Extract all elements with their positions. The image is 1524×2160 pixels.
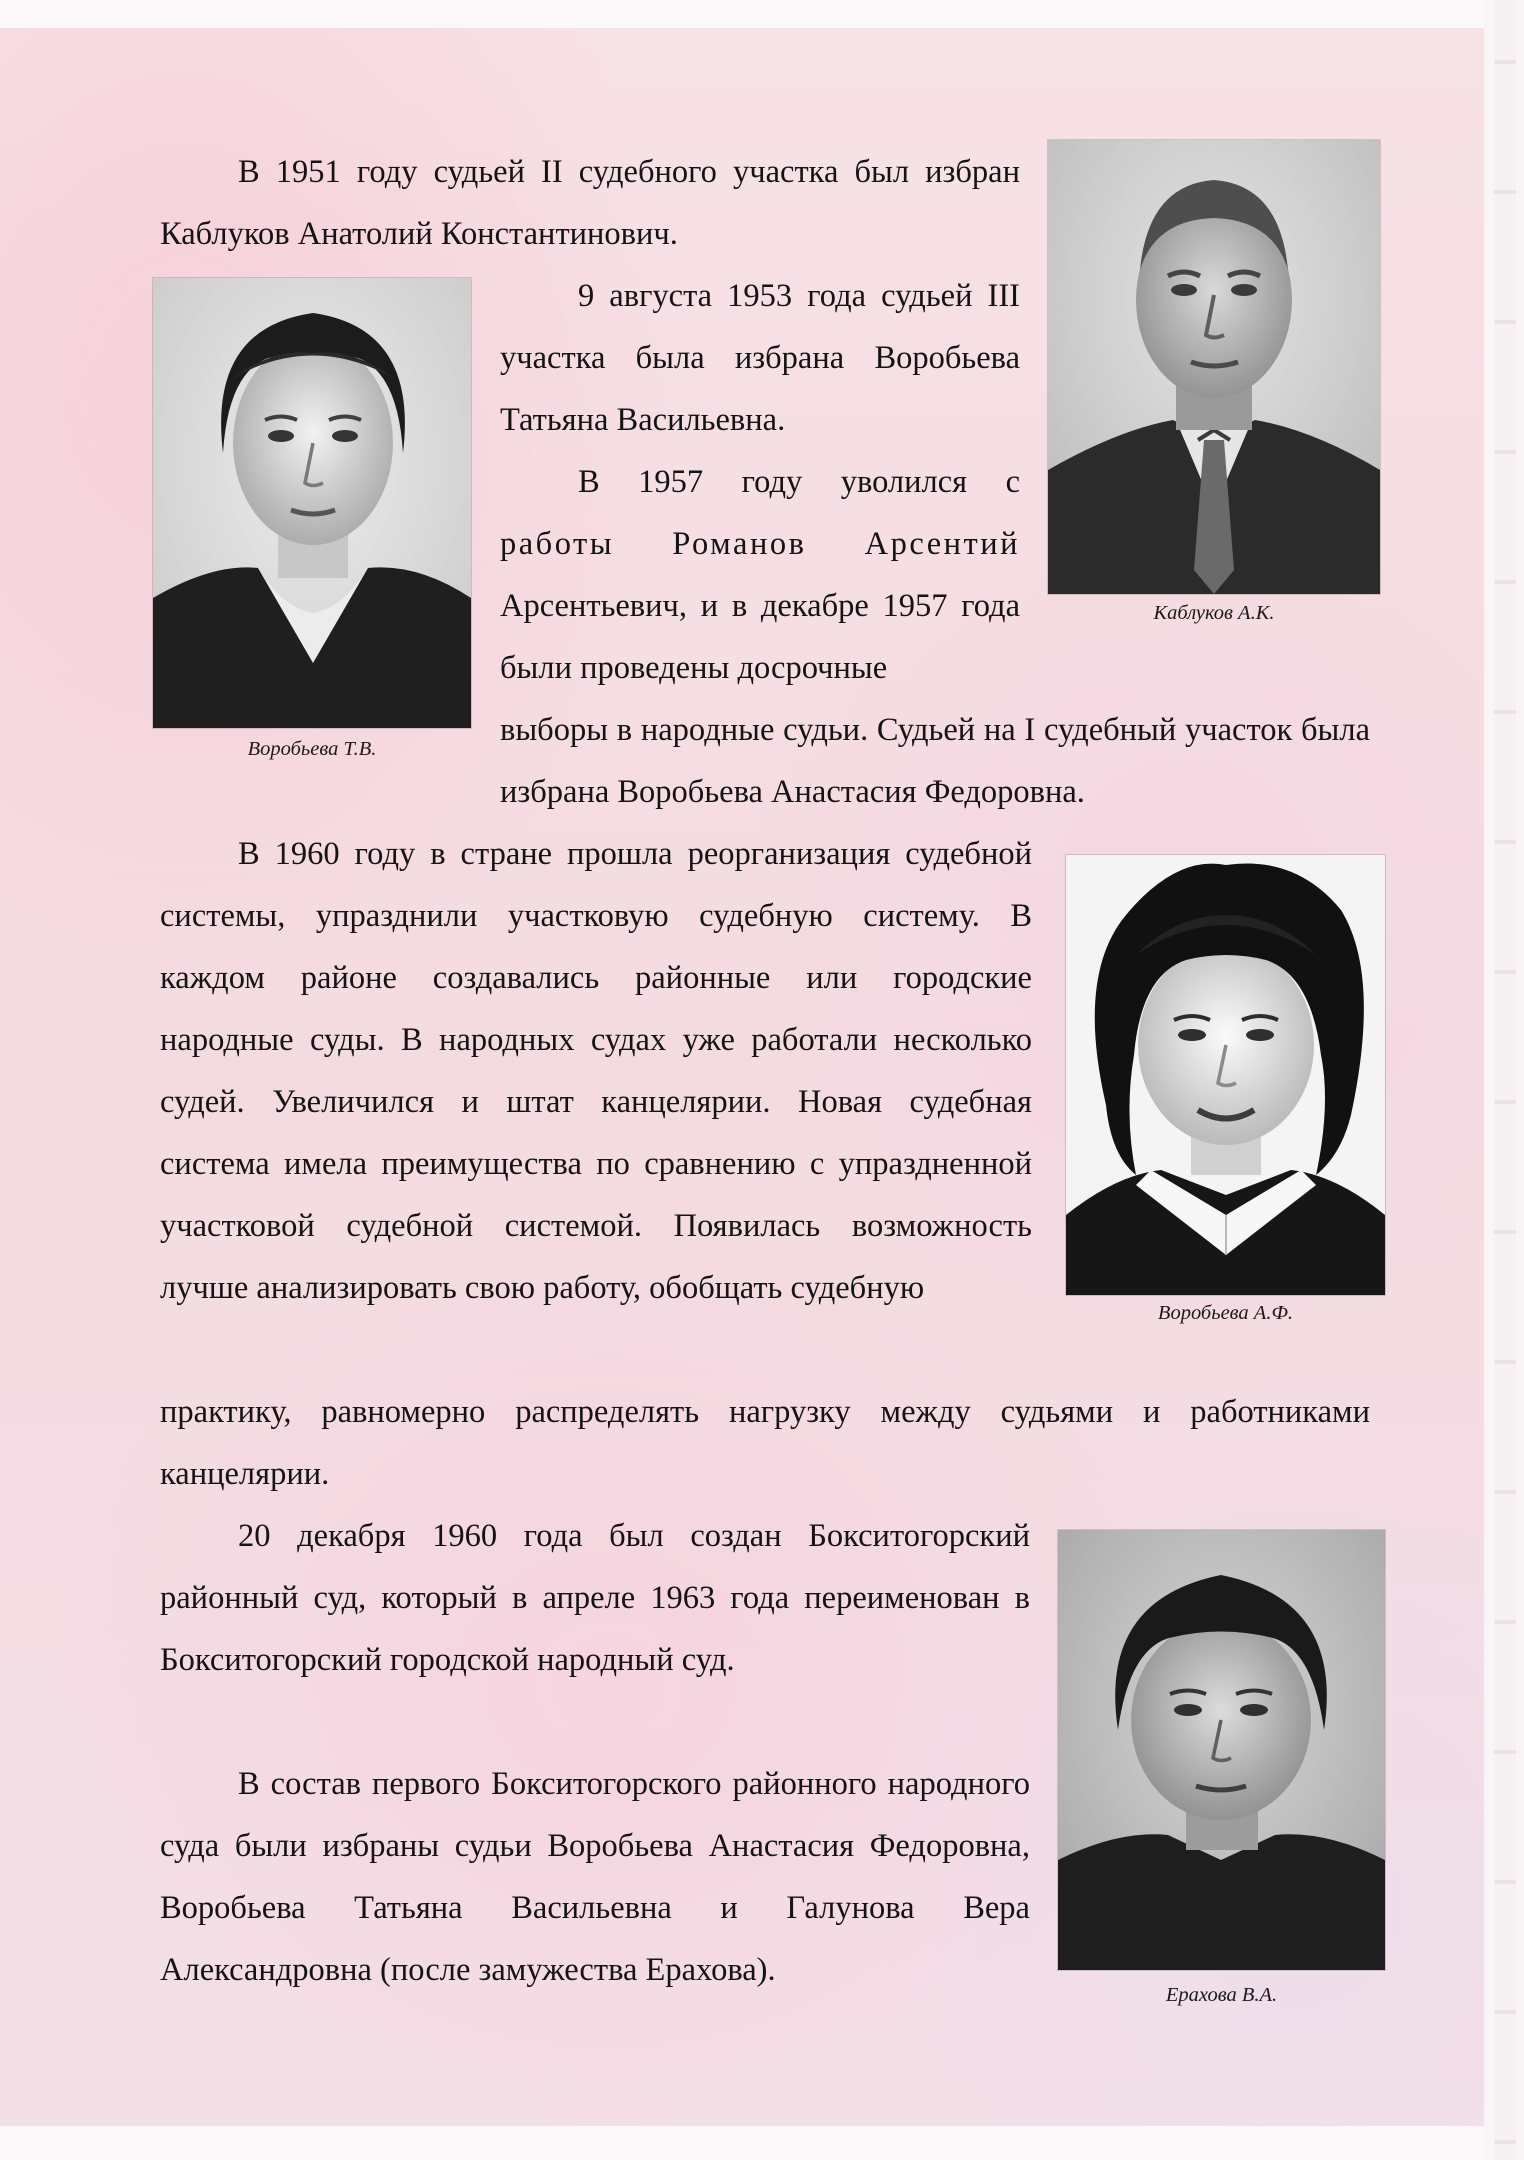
paragraph-text: В 1960 году в стране прошла реорганизация судебной системы, упразднили участковую судебную систему. В каждом районе создавались районные или городские народные суды. В народных судах уже работали несколько судей. Увеличился и штат канцелярии. Новая судебная система имела преимущества по сравнению с упраздненной участковой судебной системой. Появилась возможность лучше анализировать свою работу, обобщать судебную [160,836,1032,1306]
paragraph-1957-end [500,699,1370,823]
paragraph-court-composition [160,1753,1030,2001]
paragraph-text: практику, равномерно распределять нагрузку между судьями и работниками канцелярии. [160,1394,1370,1492]
portrait-woman-image [153,278,471,728]
paragraph-text: 9 августа 1953 года судьей III участка была избрана Воробьева Татьяна Васильевна. [500,278,1020,438]
paragraph-1951 [160,141,1020,265]
binding-strip [1494,0,1516,2160]
paragraph-1960-court [160,1505,1030,1691]
page-top-margin [0,0,1524,28]
caption-erakhova: Ерахова В.А. [1165,1984,1278,2006]
photo-vorobyova-af [1066,855,1385,1295]
portrait-woman-image [1058,1530,1385,1970]
photo-vorobyova-tv [153,278,471,728]
paragraph-1960-reorg [160,823,1032,1319]
photo-kablukov [1048,140,1380,594]
paragraph-text: 20 декабря 1960 года был создан Бокситогорский районный суд, который в апреле 1963 года переименован в Бокситогорский городской народный суд. [160,1518,1030,1678]
paragraph-text: В 1951 году судьей II судебного участка был избран Каблуков Анатолий Константинович. [160,154,1020,252]
paragraph-1953 [500,265,1020,451]
portrait-woman-image [1066,855,1385,1295]
page-bottom-margin [0,2126,1524,2160]
paragraph-1960-reorg-cont [160,1381,1370,1505]
paragraph-text: выборы в народные судьи. Судьей на I судебный участок была избрана Воробьева Анастасия Федоровна. [500,712,1370,810]
caption-kablukov: Каблуков А.К. [1153,602,1275,624]
paragraph-1957-cont [500,575,1040,699]
paragraph-text: В состав первого Бокситогорского районного народного суда были избраны судьи Воробьева Анастасия Федоровна, Воробьева Татьяна Васильевна и Галунова Вера Александровна (после замужества Ерахова). [160,1766,1030,1988]
paragraph-1957 [500,451,1020,575]
paragraph-text: Арсентьевич, и в декабре 1957 года были проведены досрочные [500,588,1020,686]
caption-vorobyova-tv: Воробьева Т.В. [247,738,377,760]
paragraph-text: В 1957 году уволился с [578,464,1020,500]
photo-erakhova [1058,1530,1385,1970]
caption-vorobyova-af: Воробьева А.Ф. [1157,1302,1294,1324]
paragraph-text: работы Романов Арсентий [500,526,1020,562]
portrait-man-image [1048,140,1380,594]
